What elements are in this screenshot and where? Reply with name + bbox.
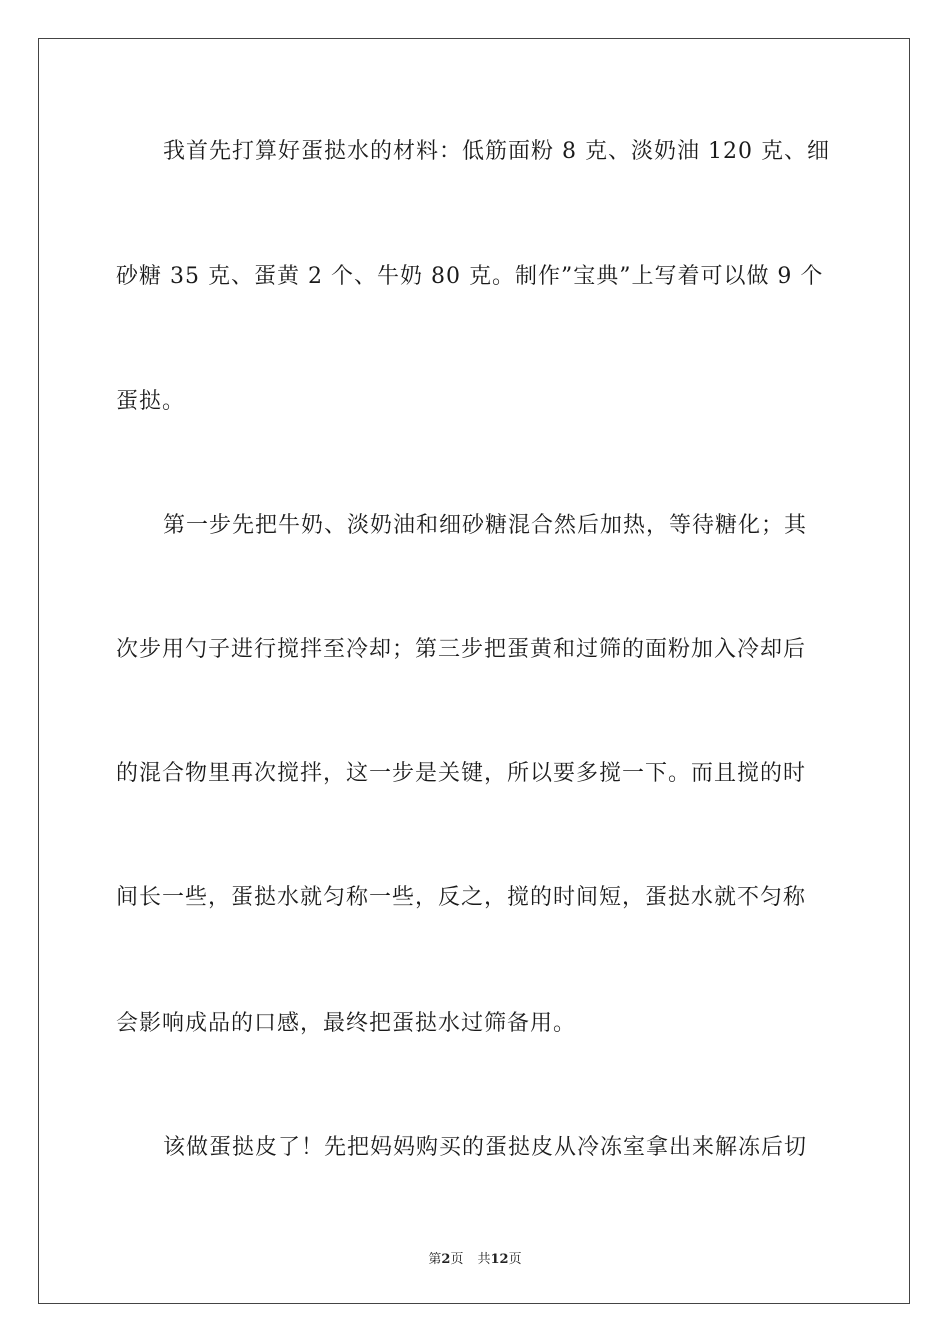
- page-frame: [38, 38, 910, 1304]
- paragraph-2-line-2: 次步用勺子进行搅拌至冷却；第三步把蛋黄和过筛的面粉加入冷却后: [116, 637, 807, 662]
- total-suffix: 页: [508, 1252, 522, 1267]
- page-footer: [0, 1248, 950, 1267]
- page-prefix: 第: [428, 1252, 442, 1267]
- total-prefix: 共: [477, 1252, 491, 1267]
- paragraph-2-line-4: 间长一些，蛋挞水就匀称一些，反之，搅的时间短，蛋挞水就不匀称: [116, 885, 807, 910]
- page-number: 2: [441, 1252, 451, 1267]
- paragraph-2-line-5: 会影响成品的口感，最终把蛋挞水过筛备用。: [116, 1011, 577, 1036]
- paragraph-1-line-3: 蛋挞。: [116, 389, 186, 414]
- paragraph-1-line-2: 砂糖 35 克、蛋黄 2 个、牛奶 80 克。制作”宝典”上写着可以做 9 个: [116, 264, 824, 289]
- page-suffix: 页: [450, 1252, 464, 1267]
- paragraph-2-line-3: 的混合物里再次搅拌，这一步是关键，所以要多搅一下。而且搅的时: [116, 761, 807, 786]
- paragraph-2-line-1: 第一步先把牛奶、淡奶油和细砂糖混合然后加热，等待糖化；其: [163, 513, 808, 538]
- paragraph-1-line-1: 我首先打算好蛋挞水的材料：低筋面粉 8 克、淡奶油 120 克、细: [163, 139, 830, 164]
- total-pages: 12: [490, 1252, 509, 1267]
- paragraph-3-line-1: 该做蛋挞皮了！先把妈妈购买的蛋挞皮从冷冻室拿出来解冻后切: [163, 1135, 808, 1160]
